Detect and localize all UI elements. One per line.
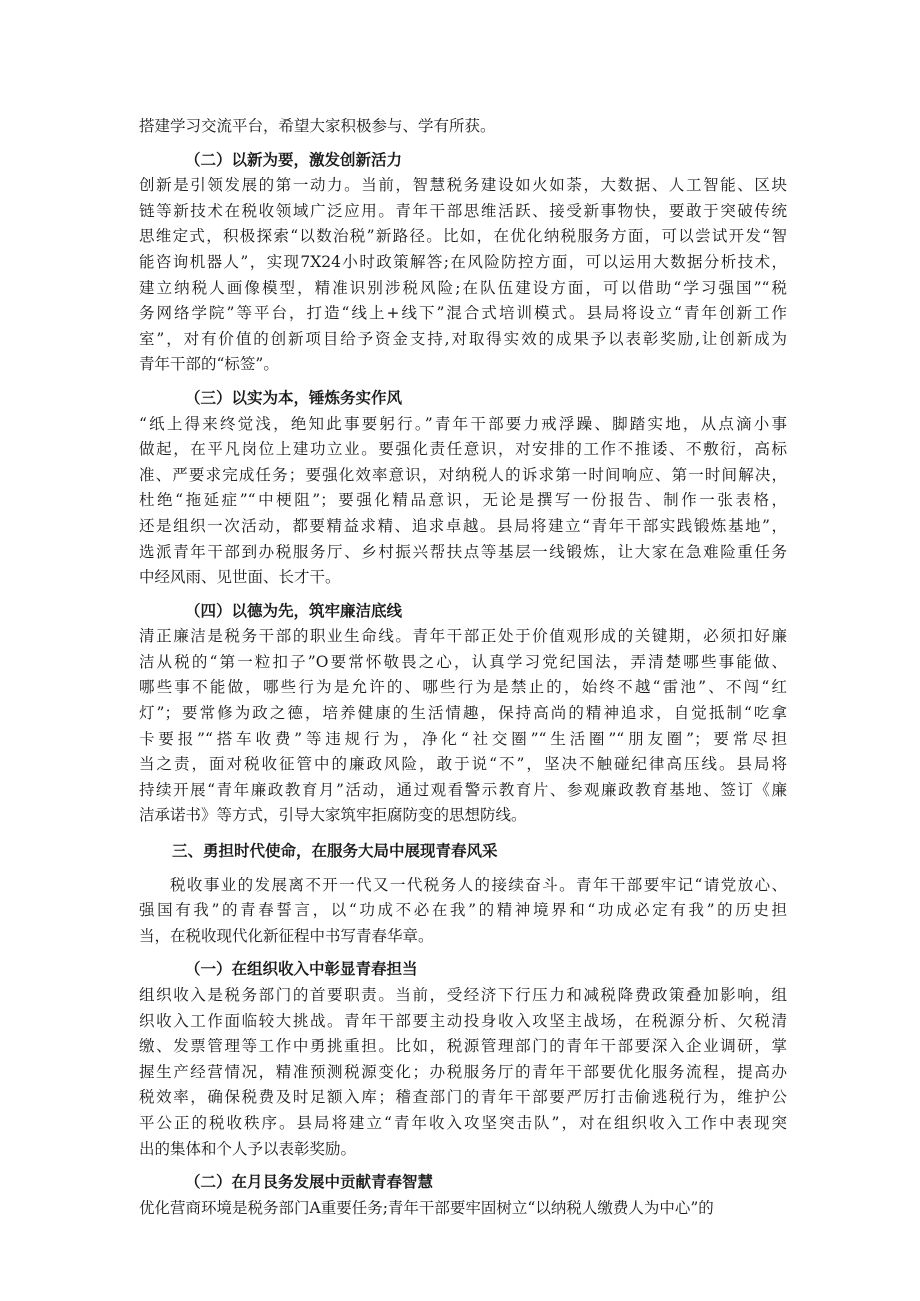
paragraph-line: 税收事业的发展离不开一代又一代税务人的接续奋斗。青年干部要牢记“请党放心、	[170, 875, 787, 894]
paragraph-line: 还是组织一次活动，都要精益求精、追求卓越。县局将建立“青年干部实践锻炼基地”，	[139, 516, 787, 535]
paragraph-line: 室”，对有价值的创新项目给予资金支持,对取得实效的成果予以表彰奖励,让创新成为	[139, 329, 787, 348]
paragraph-line: 洁从税的“第一粒扣子”O要常怀敬畏之心，认真学习党纪国法，弄清楚哪些事能做、	[139, 652, 787, 671]
paragraph-line: 洁承诺书》等方式，引导大家筑牢拒腐防变的思想防线。	[139, 806, 527, 825]
paragraph-line: 清正廉洁是税务干部的职业生命线。青年干部正处于价值观形成的关键期，必须扣好廉	[139, 627, 787, 646]
paragraph-line: 选派青年干部到办税服务厅、乡村振兴帮扶点等基层一线锻炼，让大家在急难险重任务	[139, 542, 787, 561]
section-heading: 三、勇担时代使命，在服务大局中展现青春风采	[172, 842, 498, 861]
subsection-heading: （一）在组织收入中彰显青春担当	[185, 960, 418, 979]
paragraph-line: 青年干部的“标签”。	[139, 355, 279, 374]
paragraph-line: 建立纳税人画像模型，精准识别涉税风险;在队伍建设方面，可以借助“学习强国”“税	[139, 278, 787, 297]
paragraph-line: 织收入工作面临较大挑战。青年干部要主动投身收入攻坚主战场，在税源分析、欠税清	[139, 1011, 787, 1030]
paragraph-line: “纸上得来终觉浅，绝知此事要躬行。”青年干部要力戒浮躁、脚踏实地，从点滴小事	[139, 414, 787, 433]
paragraph-line: 准、严要求完成任务；要强化效率意识，对纳税人的诉求第一时间响应、第一时间解决，	[139, 465, 787, 484]
paragraph-line: 灯”；要常修为政之德，培养健康的生活情趣，保持高尚的精神追求，自觉抵制“吃拿	[139, 704, 787, 723]
paragraph-line: 思维定式，积极探索“以数治税”新路径。比如，在优化纳税服务方面，可以尝试开发“智	[139, 227, 787, 246]
subsection-heading: （三）以实为本，锤炼务实作风	[185, 388, 403, 407]
paragraph-line: 出的集体和个人予以表彰奖励。	[139, 1139, 357, 1158]
document-body	[139, 114, 787, 1221]
paragraph-line: 搭建学习交流平台，希望大家积极参与、学有所获。	[139, 117, 496, 135]
subsection-heading: （二）在月艮务发展中贡献青春智慧	[185, 1173, 434, 1192]
paragraph-line: 税效率，确保税费及时足额入库；稽查部门的青年干部要严厉打击偷逃税行为，维护公	[139, 1088, 787, 1107]
paragraph-line: 当，在税收现代化新征程中书写青春华章。	[139, 926, 434, 945]
paragraph-line: 握生产经营情况，精准预测税源变化；办税服务厅的青年干部要优化服务流程，提高办	[139, 1062, 787, 1081]
paragraph-line: 能咨询机器人”，实现7X24小时政策解答;在风险防控方面，可以运用大数据分析技术，	[139, 252, 787, 271]
paragraph-line: 卡要报”“搭车收费”等违规行为，净化“社交圈”“生活圈”“朋友圈”；要常尽担	[139, 729, 787, 748]
paragraph-line: 创新是引领发展的第一动力。当前，智慧税务建设如火如荼，大数据、人工智能、区块	[139, 176, 787, 195]
paragraph-line: 链等新技术在税收领域广泛应用。青年干部思维活跃、接受新事物快，要敢于突破传统	[139, 201, 787, 220]
subsection-heading: （二）以新为要，激发创新活力	[185, 150, 403, 169]
paragraph-line: 强国有我”的青春誓言，以“功成不必在我”的精神境界和“功成必定有我”的历史担	[139, 901, 787, 920]
paragraph-line: 当之责，面对税收征管中的廉政风险，敢于说“不”，坚决不触碰纪律高压线。县局将	[139, 755, 787, 774]
subsection-heading: （四）以德为先，筑牢廉洁底线	[185, 601, 403, 620]
paragraph-line: 组织收入是税务部门的首要职责。当前，受经济下行压力和减税降费政策叠加影响，组	[139, 986, 787, 1004]
paragraph-line: 持续开展“青年廉政教育月”活动，通过观看警示教育片、参观廉政教育基地、签订《廉	[139, 780, 787, 799]
paragraph-line: 平公正的税收秩序。县局将建立“青年收入攻坚突击队”，对在组织收入工作中表现突	[139, 1113, 787, 1132]
paragraph-line: 杜绝“拖延症”“中梗阻”；要强化精品意识，无论是撰写一份报告、制作一张表格，	[139, 491, 787, 510]
paragraph-line: 务网络学院”等平台，打造“线上+线下”混合式培训模式。县局将设立“青年创新工作	[139, 304, 787, 323]
paragraph-line: 缴、发票管理等工作中勇挑重担。比如，税源管理部门的青年干部要深入企业调研，掌	[139, 1037, 787, 1056]
paragraph-line: 做起，在平凡岗位上建功立业。要强化责任意识，对安排的工作不推诿、不敷衍，高标	[139, 440, 787, 459]
paragraph-line: 哪些事不能做，哪些行为是允许的、哪些行为是禁止的，始终不越“雷池”、不闯“红	[139, 678, 787, 697]
paragraph-line: 优化营商环境是税务部门A重要任务;青年干部要牢固树立“以纳税人缴费人为中心”的	[139, 1198, 714, 1217]
paragraph-line: 中经风雨、见世面、长才干。	[139, 568, 341, 587]
